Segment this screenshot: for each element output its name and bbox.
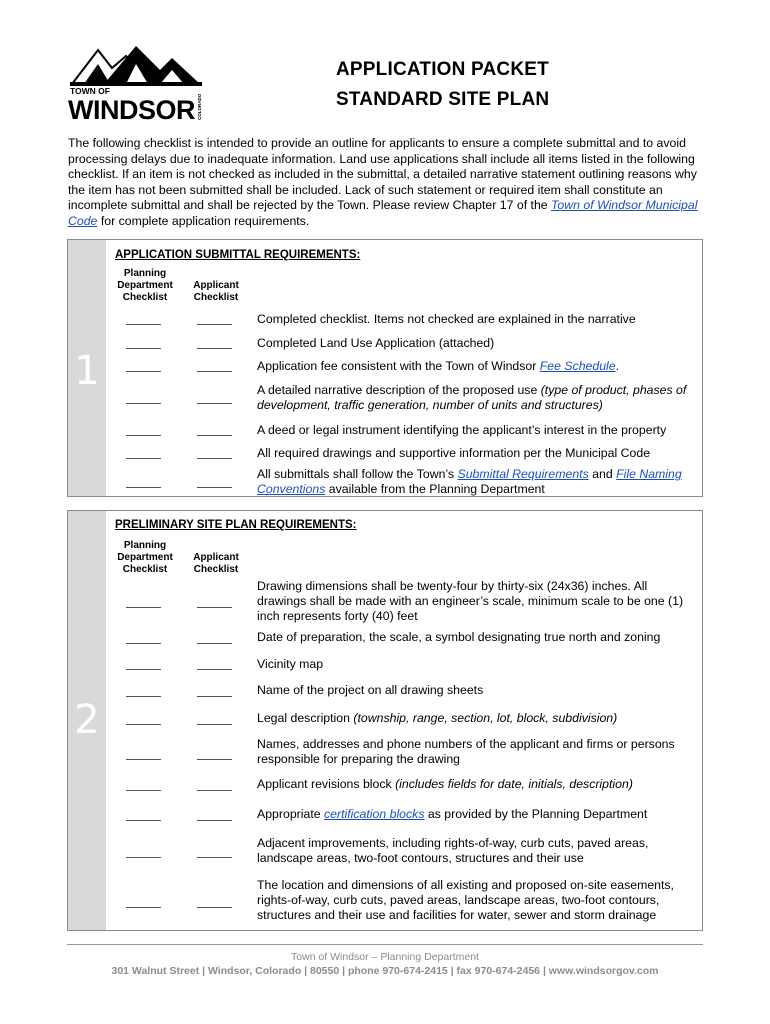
footer-contact: 301 Walnut Street | Windsor, Colorado | 80550 | phone 970-674-2415 | fax 970-674-2456 | www.windsorgov.com — [111, 965, 659, 977]
planning-check-blank[interactable] — [126, 403, 161, 404]
certification-blocks-link[interactable]: certification blocks — [324, 807, 425, 821]
applicant-check-blank[interactable] — [197, 324, 232, 325]
item-text-part: All submittals shall follow the Town’s — [257, 467, 458, 481]
planning-check-blank[interactable] — [126, 348, 161, 349]
item-text: All required drawings and supportive information per the Municipal Code — [257, 446, 651, 460]
item-text-part: Application fee consistent with the Town of Windsor — [257, 359, 540, 373]
footer-department: Town of Windsor – Planning Department — [291, 951, 479, 963]
applicant-check-blank[interactable] — [197, 607, 232, 608]
logo-state-text: COLORADO — [197, 93, 202, 120]
item-text-italic: (township, range, section, lot, block, subdivision) — [353, 711, 618, 725]
mountain-logo-icon — [70, 46, 202, 86]
footer-divider — [67, 944, 703, 945]
intro-tail: for complete application requirements. — [97, 213, 310, 228]
applicant-check-blank[interactable] — [197, 403, 232, 404]
item-text-part: Applicant revisions block — [257, 777, 396, 791]
applicant-check-blank[interactable] — [197, 458, 232, 459]
municipal-code-link[interactable]: Town of Windsor Municipal Code — [68, 198, 698, 228]
item-text: Completed Land Use Application (attached) — [257, 336, 495, 350]
applicant-check-blank[interactable] — [197, 759, 232, 760]
applicant-check-blank[interactable] — [197, 371, 232, 372]
applicant-check-blank[interactable] — [197, 348, 232, 349]
planning-check-blank[interactable] — [126, 857, 161, 858]
applicant-check-blank[interactable] — [197, 907, 232, 908]
item-text — [257, 807, 697, 822]
planning-check-blank[interactable] — [126, 759, 161, 760]
item-text-italic: (type of product, phases of development, traffic generation, number of units and structures) — [257, 383, 687, 413]
planning-check-blank[interactable] — [126, 487, 161, 488]
applicant-check-blank[interactable] — [197, 857, 232, 858]
planning-check-blank[interactable] — [126, 324, 161, 325]
section-number-bar — [68, 511, 106, 930]
item-text-part: and — [588, 467, 617, 481]
applicant-check-blank[interactable] — [197, 724, 232, 725]
planning-column-header: Planning Department Checklist — [117, 540, 173, 575]
logo-town-of-text: TOWN OF — [70, 86, 110, 96]
item-text-part: Legal description — [257, 711, 354, 725]
planning-check-blank[interactable] — [126, 724, 161, 725]
intro-paragraph — [68, 136, 708, 230]
item-text-italic: (includes fields for date, initials, description) — [395, 777, 633, 791]
planning-check-blank[interactable] — [126, 607, 161, 608]
item-text — [257, 467, 697, 497]
file-naming-conventions-link[interactable]: File Naming Conventions — [257, 467, 682, 497]
section-number: 2 — [74, 697, 100, 743]
item-text: Adjacent improvements, including rights-of-way, curb cuts, paved areas, landscape areas, two-foot contours, structures and their use — [257, 836, 649, 866]
item-text-part: available from the Planning Department — [325, 482, 545, 497]
applicant-check-blank[interactable] — [197, 820, 232, 821]
planning-check-blank[interactable] — [126, 907, 161, 908]
item-text-part: . — [615, 359, 620, 373]
planning-check-blank[interactable] — [126, 435, 161, 436]
document-subtitle: STANDARD SITE PLAN — [336, 89, 550, 110]
item-text — [257, 383, 697, 413]
item-text — [257, 359, 697, 374]
applicant-column-header: Applicant Checklist — [193, 280, 239, 303]
applicant-check-blank[interactable] — [197, 696, 232, 697]
applicant-column-header: Applicant Checklist — [193, 552, 239, 575]
applicant-check-blank[interactable] — [197, 790, 232, 791]
planning-check-blank[interactable] — [126, 371, 161, 372]
fee-schedule-link[interactable]: Fee Schedule — [539, 359, 616, 373]
item-text — [257, 711, 697, 726]
planning-check-blank[interactable] — [126, 790, 161, 791]
applicant-check-blank[interactable] — [197, 487, 232, 488]
item-text: Vicinity map — [257, 657, 324, 671]
item-text: Name of the project on all drawing sheets — [257, 683, 484, 697]
item-text: A deed or legal instrument identifying the applicant’s interest in the property — [257, 423, 667, 437]
item-text-part: A detailed narrative description of the proposed use — [257, 383, 541, 397]
applicant-check-blank[interactable] — [197, 669, 232, 670]
item-text — [257, 777, 697, 792]
town-of-windsor-logo — [64, 44, 204, 122]
item-text: The location and dimensions of all existing and proposed on-site easements, rights-of-way, curb cuts, paved areas, landscape areas, two-foot contours, structures and their use and facilities for water, sewer and storm drainage — [257, 878, 674, 923]
application-submittal-section — [67, 239, 703, 497]
submittal-requirements-link[interactable]: Submittal Requirements — [457, 467, 589, 481]
item-text-part: Appropriate — [257, 807, 324, 821]
planning-check-blank[interactable] — [126, 820, 161, 821]
item-text: Drawing dimensions shall be twenty-four by thirty-six (24x36) inches. All drawings shall be made with an engineer’s scale, minimum scale to be one (1) inch represents forty (40) feet — [257, 579, 684, 624]
planning-check-blank[interactable] — [126, 669, 161, 670]
applicant-check-blank[interactable] — [197, 643, 232, 644]
planning-check-blank[interactable] — [126, 458, 161, 459]
section-heading: APPLICATION SUBMITTAL REQUIREMENTS: — [115, 249, 361, 261]
planning-check-blank[interactable] — [126, 696, 161, 697]
item-text: Completed checklist. Items not checked are explained in the narrative — [257, 312, 636, 326]
section-heading: PRELIMINARY SITE PLAN REQUIREMENTS: — [115, 519, 357, 531]
intro-text: The following checklist is intended to provide an outline for applicants to ensure a complete submittal and to avoid processing delays due to inadequate information. Land use applications shall include all items listed in the following checklist. If an item is not checked as included in the submittal, a detailed narrative statement outlining reasons why the item has not been submitted shall be included. Lack of such statement or required item shall constitute an incomplete submittal and shall be rejected by the Town. Please review Chapter 17 of the — [68, 136, 697, 213]
item-text: Names, addresses and phone numbers of the applicant and firms or persons responsible for preparing the drawing — [257, 737, 675, 767]
section-number-bar — [68, 240, 106, 496]
section-number: 1 — [74, 348, 100, 394]
item-text: Date of preparation, the scale, a symbol designating true north and zoning — [257, 630, 661, 644]
document-title: APPLICATION PACKET — [336, 59, 549, 80]
item-text-part: as provided by the Planning Department — [424, 807, 648, 821]
preliminary-site-plan-section — [67, 510, 703, 931]
planning-check-blank[interactable] — [126, 643, 161, 644]
planning-column-header: Planning Department Checklist — [117, 268, 173, 303]
logo-windsor-text: WINDSOR — [68, 95, 195, 122]
applicant-check-blank[interactable] — [197, 435, 232, 436]
